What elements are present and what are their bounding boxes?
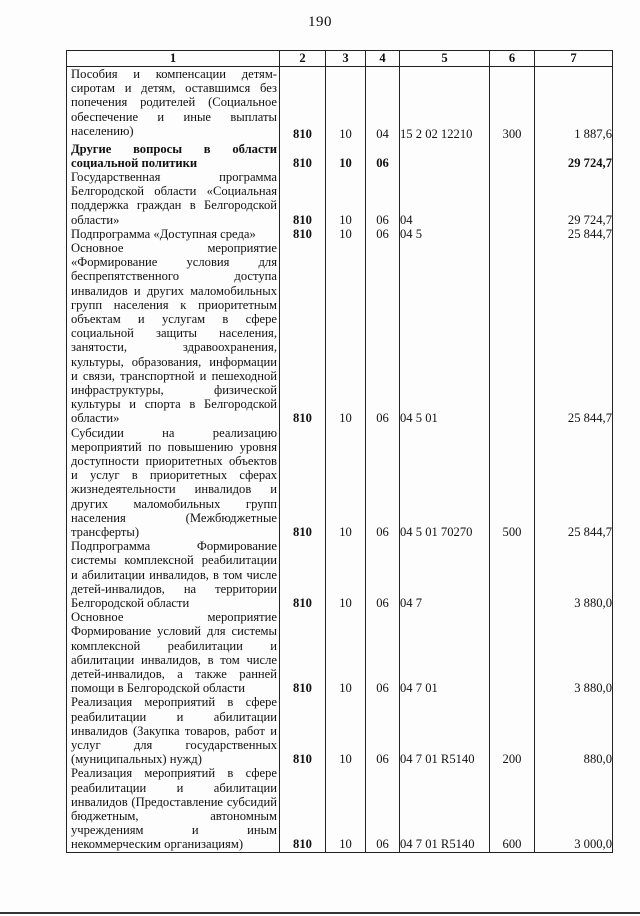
section-code: 10 xyxy=(326,766,366,852)
section-code: 10 xyxy=(326,241,366,426)
subsection-code: 04 xyxy=(366,67,400,142)
expense-type xyxy=(490,227,535,241)
page-number: 190 xyxy=(308,14,332,30)
target-article: 04 7 01 R5140 xyxy=(400,766,490,852)
expense-type xyxy=(490,170,535,227)
ministry-code: 810 xyxy=(280,426,326,540)
subsection-code: 06 xyxy=(366,766,400,852)
amount: 25 844,7 xyxy=(535,241,613,426)
column-header: 7 xyxy=(535,51,613,67)
amount: 29 724,7 xyxy=(535,142,613,170)
row-name: Субсидии на реализацию мероприятий по повышению уровня доступности приоритетных объектов и услуг в приоритетных сферах жизнедеятельности инвалидов и других маломобильных групп населения (Межбюджетные трансферты) xyxy=(71,425,277,539)
subsection-code: 06 xyxy=(366,227,400,241)
subsection-code: 06 xyxy=(366,142,400,170)
expense-type xyxy=(490,539,535,610)
subsection-code: 06 xyxy=(366,695,400,766)
column-header: 5 xyxy=(400,51,490,67)
amount: 1 887,6 xyxy=(535,67,613,142)
section-code: 10 xyxy=(326,67,366,142)
expense-type: 300 xyxy=(490,67,535,142)
subsection-code: 06 xyxy=(366,241,400,426)
table-row xyxy=(67,142,613,170)
row-name-cell xyxy=(67,610,280,695)
amount: 3 880,0 xyxy=(535,610,613,695)
table-row xyxy=(67,227,613,241)
target-article: 04 7 01 xyxy=(400,610,490,695)
amount: 880,0 xyxy=(535,695,613,766)
target-article: 15 2 02 12210 xyxy=(400,67,490,142)
budget-table xyxy=(66,50,613,853)
expense-type: 600 xyxy=(490,766,535,852)
page-bottom-rule xyxy=(0,912,640,914)
table-row xyxy=(67,539,613,610)
row-name-cell xyxy=(67,227,280,241)
expense-type xyxy=(490,142,535,170)
section-code: 10 xyxy=(326,695,366,766)
table-header-row xyxy=(67,51,613,67)
section-code: 10 xyxy=(326,610,366,695)
expense-type: 200 xyxy=(490,695,535,766)
subsection-code: 06 xyxy=(366,426,400,540)
amount: 3 880,0 xyxy=(535,539,613,610)
ministry-code: 810 xyxy=(280,170,326,227)
ministry-code: 810 xyxy=(280,227,326,241)
column-header: 2 xyxy=(280,51,326,67)
target-article: 04 xyxy=(400,170,490,227)
section-code: 10 xyxy=(326,539,366,610)
target-article: 04 5 xyxy=(400,227,490,241)
row-name: Другие вопросы в области социальной политики xyxy=(71,141,277,170)
table-row xyxy=(67,426,613,540)
section-code: 10 xyxy=(326,170,366,227)
ministry-code: 810 xyxy=(280,766,326,852)
table-row xyxy=(67,170,613,227)
ministry-code: 810 xyxy=(280,610,326,695)
ministry-code: 810 xyxy=(280,142,326,170)
table-row xyxy=(67,766,613,852)
row-name: Реализация мероприятий в сфере реабилитации и абилитации инвалидов (Закупка товаров, работ и услуг для государственных (муниципальных) нужд) xyxy=(71,695,277,767)
amount: 25 844,7 xyxy=(535,227,613,241)
amount: 25 844,7 xyxy=(535,426,613,540)
expense-type: 500 xyxy=(490,426,535,540)
ministry-code: 810 xyxy=(280,695,326,766)
section-code: 10 xyxy=(326,426,366,540)
table-row xyxy=(67,67,613,142)
ministry-code: 810 xyxy=(280,241,326,426)
section-code: 10 xyxy=(326,142,366,170)
row-name: Основное мероприятие «Формирование условия для беспрепятственного доступа инвалидов и других маломобильных групп населения к приоритетным объектам и услугам в сфере социальной защиты населения, занятости, здравоохранения, культуры, образования, информации и связи, транспортной и пешеходной инфраструктуры, физической культуры и спорта в Белгородской области» xyxy=(71,240,277,426)
row-name: Реализация мероприятий в сфере реабилитации и абилитации инвалидов (Предоставление субсидий бюджетным, автономным учреждениям и иным некоммерческим организациям) xyxy=(71,766,277,852)
column-header: 1 xyxy=(67,51,280,67)
subsection-code: 06 xyxy=(366,610,400,695)
row-name: Основное мероприятие Формирование условий для системы комплексной реабилитации и абилитации инвалидов, в том числе детей-инвалидов, а также ранней помощи в Белгородской области xyxy=(71,610,277,696)
row-name-cell xyxy=(67,241,280,426)
ministry-code: 810 xyxy=(280,67,326,142)
row-name-cell xyxy=(67,170,280,227)
expense-type xyxy=(490,241,535,426)
column-header: 3 xyxy=(326,51,366,67)
table-row xyxy=(67,610,613,695)
subsection-code: 06 xyxy=(366,539,400,610)
expense-type xyxy=(490,610,535,695)
row-name-cell xyxy=(67,695,280,766)
column-header: 6 xyxy=(490,51,535,67)
table-row xyxy=(67,695,613,766)
target-article: 04 7 01 R5140 xyxy=(400,695,490,766)
row-name: Пособия и компенсации детям-сиротам и детям, оставшимся без попечения родителей (Социальное обеспечение и иные выплаты населению) xyxy=(71,67,277,138)
row-name: Подпрограмма «Доступная среда» xyxy=(71,226,256,241)
row-name-cell xyxy=(67,766,280,852)
ministry-code: 810 xyxy=(280,539,326,610)
row-name: Государственная программа Белгородской области «Социальная поддержка граждан в Белгородской области» xyxy=(71,169,277,227)
column-header: 4 xyxy=(366,51,400,67)
amount: 3 000,0 xyxy=(535,766,613,852)
subsection-code: 06 xyxy=(366,170,400,227)
row-name: Подпрограмма Формирование системы комплексной реабилитации и абилитации инвалидов, в том числе детей-инвалидов, на территории Белгородской области xyxy=(71,539,277,610)
row-name-cell xyxy=(67,67,280,142)
amount: 29 724,7 xyxy=(535,170,613,227)
target-article: 04 7 xyxy=(400,539,490,610)
target-article xyxy=(400,142,490,170)
row-name-cell xyxy=(67,426,280,540)
row-name-cell xyxy=(67,142,280,170)
row-name-cell xyxy=(67,539,280,610)
target-article: 04 5 01 70270 xyxy=(400,426,490,540)
section-code: 10 xyxy=(326,227,366,241)
table-row xyxy=(67,241,613,426)
target-article: 04 5 01 xyxy=(400,241,490,426)
